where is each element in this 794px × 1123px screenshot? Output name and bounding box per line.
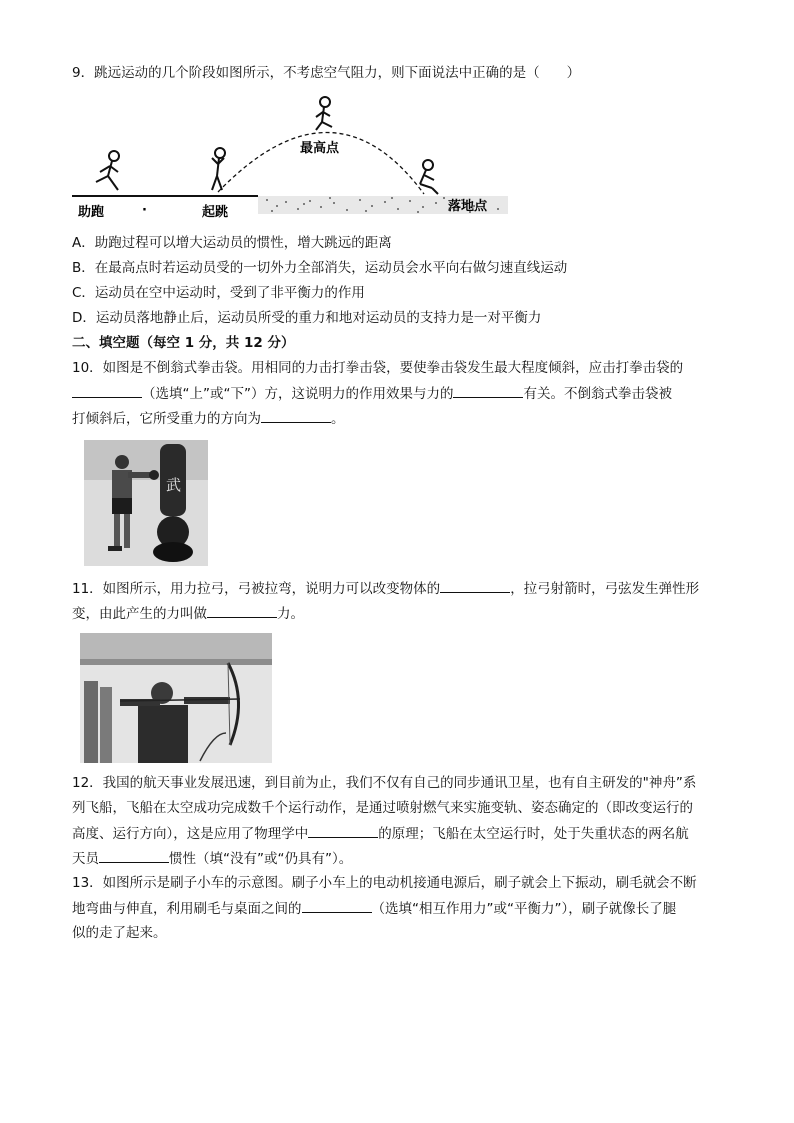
- q13-line3: 似的走了起来。: [72, 925, 167, 941]
- q11-line2: [72, 603, 304, 624]
- q12-blank-1[interactable]: [308, 823, 378, 838]
- q12-line4-a: 天员: [72, 851, 99, 867]
- q10-line2-b: 有关。不倒翁式拳击袋被: [523, 386, 672, 402]
- q12-line3-b: 的原理；飞船在太空运行时，处于失重状态的两名航: [378, 826, 689, 842]
- takeoff-figure: [212, 148, 225, 190]
- label-dot: ·: [142, 203, 147, 218]
- landing-figure: [420, 160, 438, 194]
- q12-blank-2[interactable]: [99, 848, 169, 863]
- q11-line2-b: 力。: [277, 606, 304, 622]
- long-jump-figure: [72, 92, 512, 222]
- q12-line4: [72, 848, 352, 869]
- archery-photo: [80, 633, 272, 763]
- q11-blank-2[interactable]: [207, 603, 277, 618]
- q10-line2: [72, 383, 672, 404]
- q13-line1: 13．如图所示是刷子小车的示意图。刷子小车上的电动机接通电源后，刷子就会上下振动，刷毛就会不断: [72, 875, 697, 891]
- q11-line1: [72, 578, 699, 599]
- q12-line2: 列飞船，飞船在太空成功完成数千个运行动作，是通过喷射燃气来实施变轨、姿态确定的（即改变运行的: [72, 800, 693, 816]
- q10-line3: [72, 408, 345, 429]
- q9-option-a: A．助跑过程可以增大运动员的惯性，增大跳远的距离: [72, 235, 392, 251]
- label-land: 落地点: [448, 199, 488, 214]
- q10-line2-a: （选填“上”或“下”）方，这说明力的作用效果与力的: [142, 386, 454, 402]
- q9-option-c: C．运动员在空中运动时，受到了非平衡力的作用: [72, 285, 365, 301]
- boxing-bag-photo: [84, 440, 208, 566]
- q9-option-d: D．运动员落地静止后，运动员所受的重力和地对运动员的支持力是一对平衡力: [72, 310, 542, 326]
- q12-line1: 12．我国的航天事业发展迅速，到目前为止，我们不仅有自己的同步通讯卫星，也有自主研发的"神舟”系: [72, 775, 697, 791]
- label-jump: 起跳: [202, 205, 229, 220]
- q10-blank-3[interactable]: [261, 408, 331, 423]
- q11-blank-1[interactable]: [440, 578, 510, 593]
- q10-line3-a: 打倾斜后，它所受重力的方向为: [72, 411, 261, 427]
- q12-line4-b: 惯性（填“没有”或“仍具有”）。: [169, 851, 353, 867]
- q13-line2: [72, 898, 676, 919]
- top-figure: [316, 97, 332, 130]
- q10-blank-2[interactable]: [453, 383, 523, 398]
- label-top: 最高点: [300, 141, 340, 156]
- q13-line2-b: （选填“相互作用力”或“平衡力”），刷子就像长了腿: [371, 901, 677, 917]
- q10-line3-b: 。: [331, 411, 345, 427]
- runner-figure: [96, 151, 119, 190]
- q12-line3: [72, 823, 689, 844]
- q9-option-b: B．在最高点时若运动员受的一切外力全部消失，运动员会水平向右做匀速直线运动: [72, 260, 568, 276]
- q11-line2-a: 变，由此产生的力叫做: [72, 606, 207, 622]
- q10-line1: 10．如图是不倒翁式拳击袋。用相同的力击打拳击袋，要使拳击袋发生最大程度倾斜，应击打拳击袋的: [72, 360, 684, 376]
- q11-line1-b: ，拉弓射箭时，弓弦发生弹性形: [510, 581, 700, 597]
- label-run: 助跑: [78, 205, 105, 220]
- q11-line1-a: 11．如图所示，用力拉弓，弓被拉弯，说明力可以改变物体的: [72, 581, 441, 597]
- q12-line3-a: 高度、运行方向），这是应用了物理学中: [72, 826, 309, 842]
- q10-blank-1[interactable]: [72, 383, 142, 398]
- section-title: 二、填空题（每空 1 分，共 12 分）: [72, 335, 295, 351]
- q13-blank-1[interactable]: [302, 898, 372, 913]
- q13-line2-a: 地弯曲与伸直，利用刷毛与桌面之间的: [72, 901, 302, 917]
- q9-stem: 9．跳远运动的几个阶段如图所示，不考虑空气阻力，则下面说法中正确的是（ ）: [72, 65, 581, 81]
- bag-character: 武: [166, 476, 182, 494]
